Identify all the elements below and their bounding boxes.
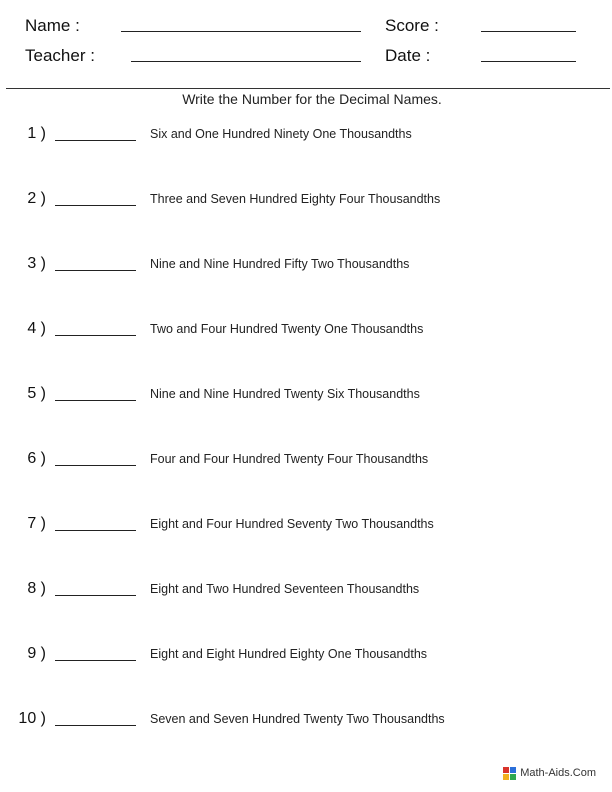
question-row [0,189,612,211]
footer-branding [503,764,596,782]
answer-blank[interactable] [55,400,136,401]
question-number: 8 ) [27,580,46,597]
date-label: Date : [385,46,431,65]
answer-blank[interactable] [55,725,136,726]
site-name[interactable]: Math-Aids.Com [520,767,596,779]
answer-blank[interactable] [55,530,136,531]
teacher-label: Teacher : [25,46,95,65]
question-text: Eight and Two Hundred Seventeen Thousandths [150,582,420,596]
teacher-field[interactable] [131,61,361,62]
question-text: Three and Seven Hundred Eighty Four Thousandths [150,192,441,206]
answer-blank[interactable] [55,465,136,466]
question-number: 3 ) [27,255,46,272]
question-text: Eight and Four Hundred Seventy Two Thousandths [150,517,434,531]
answer-blank[interactable] [55,335,136,336]
question-number: 5 ) [27,385,46,402]
question-row [0,319,612,341]
question-number: 9 ) [27,645,46,662]
logo-square-yellow [503,774,509,780]
math-aids-logo-icon [503,767,516,780]
header-divider [6,88,610,89]
logo-square-blue [510,767,516,773]
answer-blank[interactable] [55,595,136,596]
question-row [0,254,612,276]
question-number: 1 ) [27,125,46,142]
name-field[interactable] [121,31,361,32]
answer-blank[interactable] [55,270,136,271]
question-text: Eight and Eight Hundred Eighty One Thousandths [150,647,428,661]
question-row [0,384,612,406]
score-label: Score : [385,16,439,35]
question-text: Seven and Seven Hundred Twenty Two Thousandths [150,712,445,726]
date-field[interactable] [481,61,576,62]
question-row [0,124,612,146]
question-row [0,579,612,601]
question-text: Six and One Hundred Ninety One Thousandths [150,127,412,141]
question-row [0,709,612,731]
question-number: 6 ) [27,450,46,467]
question-text: Two and Four Hundred Twenty One Thousandths [150,322,424,336]
logo-square-green [510,774,516,780]
question-text: Four and Four Hundred Twenty Four Thousandths [150,452,429,466]
score-field[interactable] [481,31,576,32]
question-row [0,514,612,536]
question-number: 4 ) [27,320,46,337]
question-row [0,449,612,471]
answer-blank[interactable] [55,205,136,206]
question-number: 7 ) [27,515,46,532]
answer-blank[interactable] [55,140,136,141]
question-number: 2 ) [27,190,46,207]
name-label: Name : [25,16,80,35]
question-text: Nine and Nine Hundred Twenty Six Thousandths [150,387,420,401]
answer-blank[interactable] [55,660,136,661]
instructions: Write the Number for the Decimal Names. [182,91,442,107]
question-row [0,644,612,666]
logo-square-red [503,767,509,773]
question-text: Nine and Nine Hundred Fifty Two Thousandths [150,257,410,271]
question-number: 10 ) [18,710,46,727]
